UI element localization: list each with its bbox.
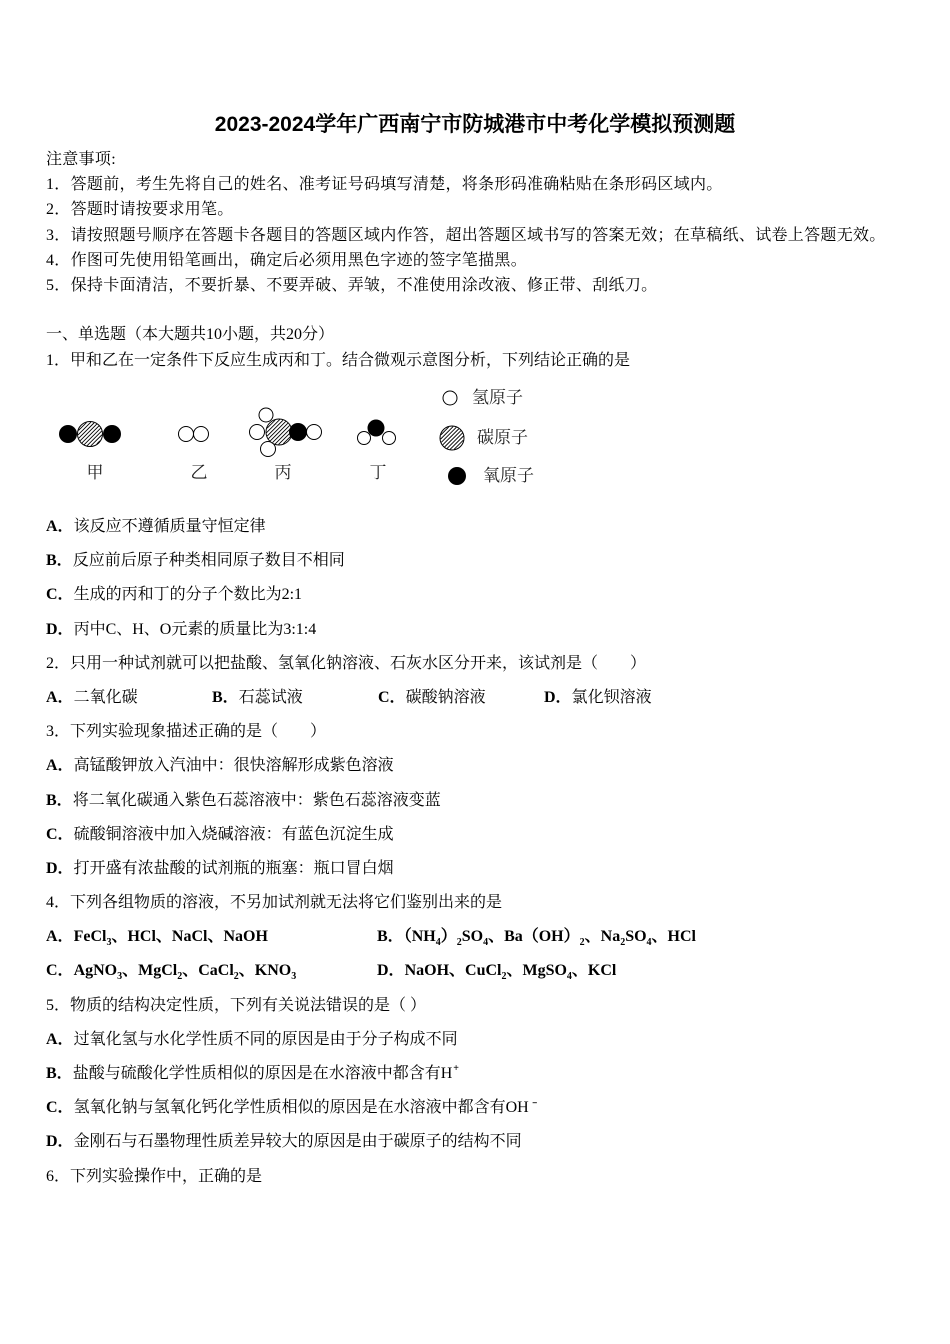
formula-subscript: 3	[117, 971, 123, 983]
option-text: 氢氧化钠与氢氧化钙化学性质相似的原因是在水溶液中都含有OH	[73, 1099, 529, 1117]
hydrogen-atom	[194, 427, 209, 442]
q5-stem: 5．物质的结构决定性质，下列有关说法错误的是（ ）	[46, 996, 427, 1014]
molecule-jia	[59, 422, 121, 484]
notice-item: 3．请按照题号顺序在答题卡各题目的答题区域内作答，超出答题区域书写的答案无效；在草稿纸、试卷上答题无效。	[46, 226, 886, 244]
option-text: 该反应不遵循质量守恒定律	[73, 518, 266, 535]
q4-options-cd	[46, 954, 710, 988]
formula-subscript: 4	[646, 937, 652, 949]
q3-option-d	[46, 852, 710, 886]
option-label: B．	[46, 1065, 73, 1082]
hydrogen-atom	[307, 425, 322, 440]
option-label: D．	[377, 962, 405, 980]
formula-subscript: 3	[106, 937, 112, 949]
formula-text: 、CaCl	[182, 962, 234, 980]
formula-text: 、HCl、NaCl、NaOH	[111, 928, 268, 946]
formula-subscript: 2	[579, 937, 585, 949]
q5-option-b	[46, 1057, 710, 1091]
q3-option-c	[46, 818, 710, 852]
option-label: D．	[544, 688, 572, 706]
q3-option-a	[46, 749, 710, 783]
q1-option-d	[46, 613, 710, 647]
section-heading: 一、单选题（本大题共10小题，共20分）	[46, 326, 335, 343]
formula-subscript: 4	[566, 971, 572, 983]
option-label: C．	[46, 1099, 74, 1117]
option-text: 打开盛有浓盐酸的试剂瓶的瓶塞：瓶口冒白烟	[73, 859, 394, 877]
legend-hydrogen-label: 氢原子	[472, 388, 523, 408]
option-label: B．	[46, 791, 73, 809]
formula-text: NaOH、CuCl	[404, 962, 502, 980]
q2-option-c	[378, 681, 544, 715]
q2-options	[46, 681, 710, 715]
notice-item: 2．答题时请按要求用笔。	[46, 201, 234, 219]
formula-subscript: 2	[233, 971, 239, 983]
option-label: C．	[378, 688, 406, 706]
option-label: A．	[46, 688, 74, 706]
q4-stem: 4．下列各组物质的溶液，不另加试剂就无法将它们鉴别出来的是	[46, 894, 503, 912]
reaction-diagram	[0, 380, 600, 495]
oxygen-atom	[103, 425, 121, 443]
q6-stem: 6．下列实验操作中，正确的是	[46, 1167, 263, 1185]
formula-text: FeCl	[73, 928, 107, 946]
formula-text: 、MgSO	[506, 962, 567, 980]
option-label: C．	[46, 962, 74, 980]
molecule-label-yi: 乙	[190, 463, 208, 483]
diagram-legend	[440, 388, 534, 486]
notice-item: 1．答题前，考生先将自己的姓名、准考证号码填写清楚，将条形码准确粘贴在条形码区域内。	[46, 176, 723, 194]
hydrogen-atom	[383, 432, 396, 445]
option-text: 碳酸钠溶液	[405, 688, 486, 706]
formula-subscript: 4	[435, 937, 441, 949]
q5-option-d	[46, 1125, 710, 1159]
option-text: 二氧化碳	[73, 688, 138, 706]
molecule-label-ding: 丁	[369, 463, 387, 483]
option-label: D．	[46, 859, 74, 877]
q5-option-a	[46, 1023, 710, 1057]
q4-option-d	[377, 954, 708, 988]
formula-text: 、MgCl	[122, 962, 178, 980]
section-single-choice	[46, 322, 630, 374]
formula-text: ）	[440, 928, 457, 946]
option-label: B．	[46, 552, 73, 570]
option-label: A．	[46, 518, 74, 535]
q2-stem: 2．只用一种试剂就可以把盐酸、氢氧化钠溶液、石灰水区分开来，该试剂是（ ）	[46, 654, 647, 672]
questions-block	[46, 510, 710, 1194]
option-label: C．	[46, 825, 74, 843]
formula-subscript: 2	[620, 937, 626, 949]
option-label: D．	[46, 620, 74, 638]
formula-text: 、KCl	[571, 962, 617, 980]
oxygen-atom	[289, 423, 307, 441]
q1-option-c	[46, 578, 710, 612]
option-label: C．	[46, 586, 74, 604]
q4-option-c	[46, 954, 377, 988]
option-label: A．	[46, 1030, 74, 1048]
q1-stem: 1．甲和乙在一定条件下反应生成丙和丁。结合微观示意图分析，下列结论正确的是	[46, 352, 631, 369]
legend-oxygen-icon	[448, 467, 466, 485]
option-label: A．	[46, 928, 74, 946]
formula-text: （NH	[403, 928, 436, 946]
option-label: B．	[212, 688, 239, 706]
legend-hydrogen-icon	[443, 391, 457, 405]
notice-heading: 注意事项:	[46, 151, 116, 168]
notice-block	[46, 147, 886, 298]
option-text: 硫酸铜溶液中加入烧碱溶液：有蓝色沉淀生成	[73, 825, 394, 843]
hydrogen-atom	[250, 425, 265, 440]
oxygen-atom	[368, 420, 385, 437]
molecule-bing	[250, 408, 322, 483]
formula-subscript: 3	[291, 971, 297, 983]
page-title: 2023-2024学年广西南宁市防城港市中考化学模拟预测题	[214, 113, 736, 136]
option-text: 生成的丙和丁的分子个数比为2:1	[73, 586, 303, 604]
option-text: 高锰酸钾放入汽油中：很快溶解形成紫色溶液	[73, 757, 394, 775]
formula-text: 、Ba（OH）	[488, 928, 580, 946]
q3-stem: 3．下列实验现象描述正确的是（ ）	[46, 723, 327, 741]
formula-subscript: 4	[483, 937, 489, 949]
option-label: D．	[46, 1133, 74, 1151]
q4-options-ab	[46, 920, 710, 954]
option-label: A．	[46, 757, 74, 775]
q1-option-a	[46, 510, 710, 544]
formula-text: AgNO	[73, 962, 118, 980]
q1-option-b	[46, 544, 710, 578]
notice-item: 5．保持卡面清洁，不要折暴、不要弄破、弄皱，不准使用涂改液、修正带、刮纸刀。	[46, 276, 658, 294]
oxygen-atom	[59, 425, 77, 443]
option-text: 反应前后原子种类相同原子数目不相同	[72, 552, 345, 570]
ion-charge: +	[453, 1063, 459, 1074]
formula-text: 、HCl	[651, 928, 696, 946]
formula-text: SO	[625, 928, 647, 946]
q4-option-a	[46, 920, 377, 954]
q2-option-b	[212, 681, 378, 715]
molecule-ding	[358, 420, 396, 484]
formula-subscript: 2	[456, 937, 462, 949]
option-label: B．	[377, 928, 404, 946]
formula-subscript: 2	[177, 971, 183, 983]
q2-option-a	[46, 681, 212, 715]
option-text: 丙中C、H、O元素的质量比为3:1:4	[73, 620, 317, 638]
option-text: 石蕊试液	[238, 688, 303, 706]
option-text: 过氧化氢与水化学性质不同的原因是由于分子构成不同	[73, 1030, 458, 1048]
legend-carbon-icon	[440, 426, 464, 450]
option-text: 金刚石与石墨物理性质差异较大的原因是由于碳原子的结构不同	[73, 1133, 522, 1151]
option-text: 将二氧化碳通入紫色石蕊溶液中：紫色石蕊溶液变蓝	[72, 791, 441, 809]
ion-charge: ﹣	[529, 1097, 540, 1109]
q2-option-d	[544, 681, 710, 715]
option-text: 氯化钡溶液	[571, 688, 652, 706]
formula-text: 、KNO	[238, 962, 292, 980]
notice-item: 4．作图可先使用铅笔画出，确定后必须用黑色字迹的签字笔描黑。	[46, 251, 528, 269]
legend-carbon-label: 碳原子	[477, 428, 528, 448]
molecule-label-bing: 丙	[274, 463, 292, 483]
molecule-yi	[179, 427, 209, 484]
q4-option-b	[377, 920, 708, 954]
legend-oxygen-label: 氧原子	[483, 466, 534, 486]
formula-subscript: 2	[501, 971, 507, 983]
formula-text: 、Na	[584, 928, 621, 946]
molecule-label-jia: 甲	[86, 463, 104, 483]
formula-text: SO	[461, 928, 484, 946]
hydrogen-atom	[358, 432, 371, 445]
q3-option-b	[46, 784, 710, 818]
hydrogen-atom	[259, 408, 273, 422]
option-text: 盐酸与硫酸化学性质相似的原因是在水溶液中都含有H	[72, 1065, 453, 1082]
hydrogen-atom	[179, 427, 194, 442]
q5-option-c	[46, 1091, 710, 1125]
